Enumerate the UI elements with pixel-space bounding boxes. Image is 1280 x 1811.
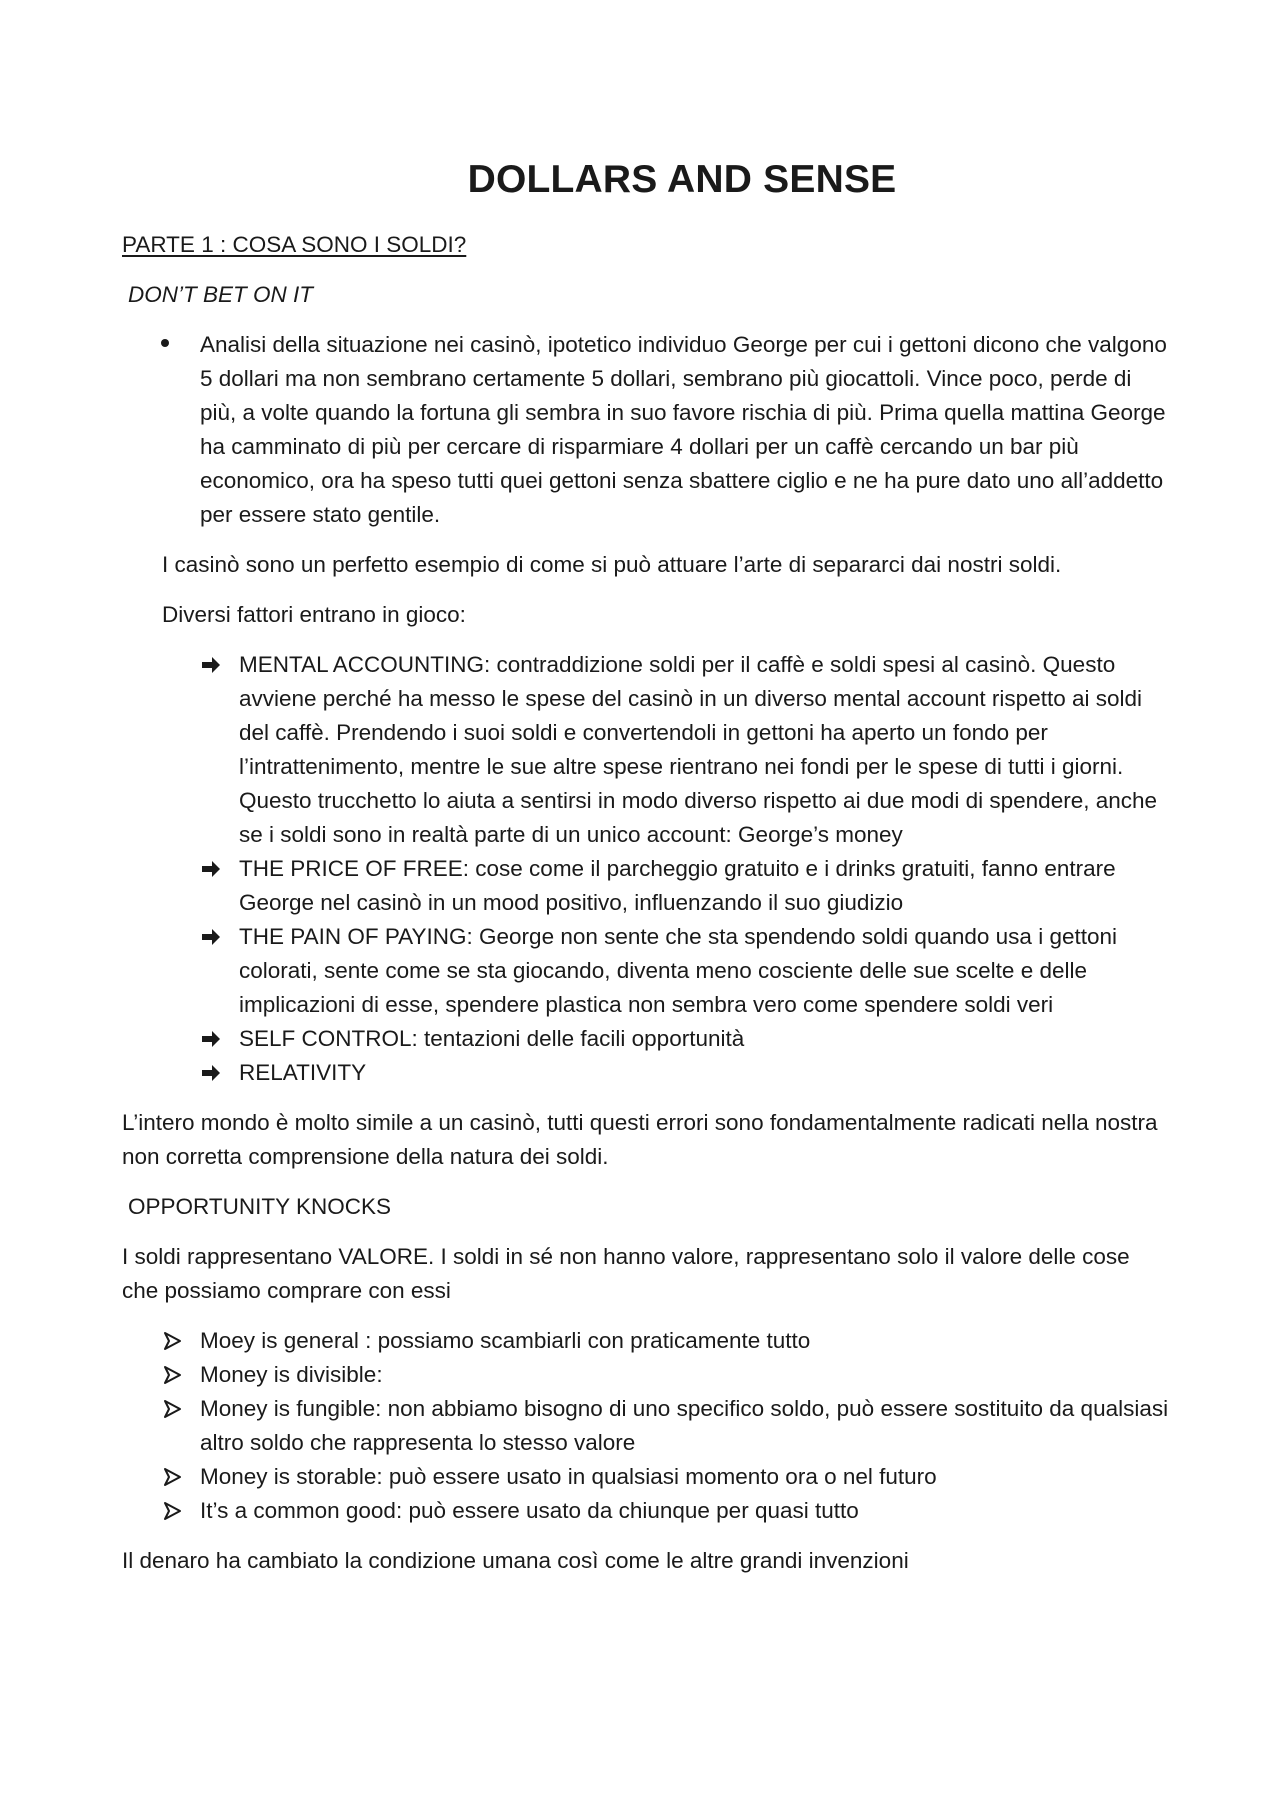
list-item-text: MENTAL ACCOUNTING: contraddizione soldi per il caffè e soldi spesi al casinò. Questo avviene perché ha messo le spese del casinò in un diverso mental account rispetto ai soldi del caffè. Prendendo i suoi soldi e convertendoli in gettoni ha aperto un fondo per l’intrattenimento, mentre le sue altre spese rientrano nei fondi per le spese di tutti i giorni. Questo trucchetto lo aiuta a sentirsi in modo diverso rispetto ai due modi di spendere, anche se i soldi sono in realtà parte di un unico account: George’s money <box>239 652 1158 847</box>
list-item-text: THE PRICE OF FREE: cose come il parcheggio gratuito e i drinks gratuiti, fanno entrare George nel casinò in un mood positivo, influenzando il suo giudizio <box>239 856 1116 915</box>
paragraph-world-casino: L’intero mondo è molto simile a un casinò, tutti questi errori sono fondamentalmente radicati nella nostra non corretta comprensione della natura dei soldi. <box>122 1110 1158 1169</box>
list-item <box>122 1022 1172 1056</box>
document-body <box>122 158 1172 1594</box>
arrow-right-icon <box>200 1056 222 1090</box>
chevron-arrow-icon <box>163 1324 183 1358</box>
list-item-text: Money is storable: può essere usato in qualsiasi momento ora o nel futuro <box>200 1464 937 1489</box>
document-title: DOLLARS AND SENSE <box>467 158 897 201</box>
list-item-text: SELF CONTROL: tentazioni delle facili opportunità <box>239 1026 745 1051</box>
paragraph-casino-example: I casinò sono un perfetto esempio di come si può attuare l’arte di separarci dai nostri soldi. <box>162 552 1062 577</box>
money-properties-list <box>122 1324 1172 1528</box>
arrow-right-icon <box>200 1022 222 1056</box>
list-item <box>122 1324 1172 1358</box>
list-item-text: RELATIVITY <box>239 1060 367 1085</box>
chevron-arrow-icon <box>163 1460 183 1494</box>
chevron-arrow-icon <box>163 1358 183 1392</box>
chevron-arrow-icon <box>163 1494 183 1528</box>
part-heading: PARTE 1 : COSA SONO I SOLDI? <box>122 232 467 257</box>
section-heading-opportunity-knocks: OPPORTUNITY KNOCKS <box>128 1194 391 1219</box>
list-item-text: It’s a common good: può essere usato da chiunque per quasi tutto <box>200 1498 859 1523</box>
list-item-text: Money is fungible: non abbiamo bisogno di uno specifico soldo, può essere sostituito da qualsiasi altro soldo che rappresenta lo stesso valore <box>200 1396 1169 1455</box>
list-item <box>122 1358 1172 1392</box>
bullet-dot-icon <box>160 328 170 362</box>
chevron-arrow-icon <box>163 1392 183 1426</box>
paragraph-factors-intro: Diversi fattori entrano in gioco: <box>162 602 466 627</box>
arrow-right-icon <box>200 648 222 682</box>
list-item-text: Analisi della situazione nei casinò, ipotetico individuo George per cui i gettoni dicono che valgono 5 dollari ma non sembrano certamente 5 dollari, sembrano più giocattoli. Vince poco, perde di più, a volte quando la fortuna gli sembra in suo favore rischia di più. Prima quella mattina George ha camminato di più per cercare di risparmiare 4 dollari per un caffè cercando un bar più economico, ora ha speso tutti quei gettoni senza sbattere ciglio e ne ha pure dato uno all’addetto per essere stato gentile. <box>200 332 1167 527</box>
list-item <box>122 852 1172 920</box>
list-item-text: THE PAIN OF PAYING: George non sente che sta spendendo soldi quando usa i gettoni colorati, sente come se sta giocando, diventa meno cosciente delle sue scelte e delle implicazioni di esse, spendere plastica non sembra vero come spendere soldi veri <box>239 924 1118 1017</box>
paragraph-money-value: I soldi rappresentano VALORE. I soldi in sé non hanno valore, rappresentano solo il valore delle cose che possiamo comprare con essi <box>122 1244 1130 1303</box>
section-heading-dont-bet-on-it: DON’T BET ON IT <box>128 282 313 307</box>
list-item <box>122 1056 1172 1090</box>
paragraph-money-invention: Il denaro ha cambiato la condizione umana così come le altre grandi invenzioni <box>122 1548 909 1573</box>
arrow-right-icon <box>200 852 222 886</box>
factors-list <box>122 648 1172 1090</box>
list-item <box>122 1494 1172 1528</box>
list-item <box>122 1460 1172 1494</box>
casino-analysis-list <box>122 328 1172 532</box>
list-item <box>122 648 1172 852</box>
list-item <box>122 1392 1172 1460</box>
list-item-text: Money is divisible: <box>200 1362 383 1387</box>
list-item <box>122 328 1172 532</box>
arrow-right-icon <box>200 920 222 954</box>
list-item <box>122 920 1172 1022</box>
list-item-text: Moey is general : possiamo scambiarli con praticamente tutto <box>200 1328 811 1353</box>
